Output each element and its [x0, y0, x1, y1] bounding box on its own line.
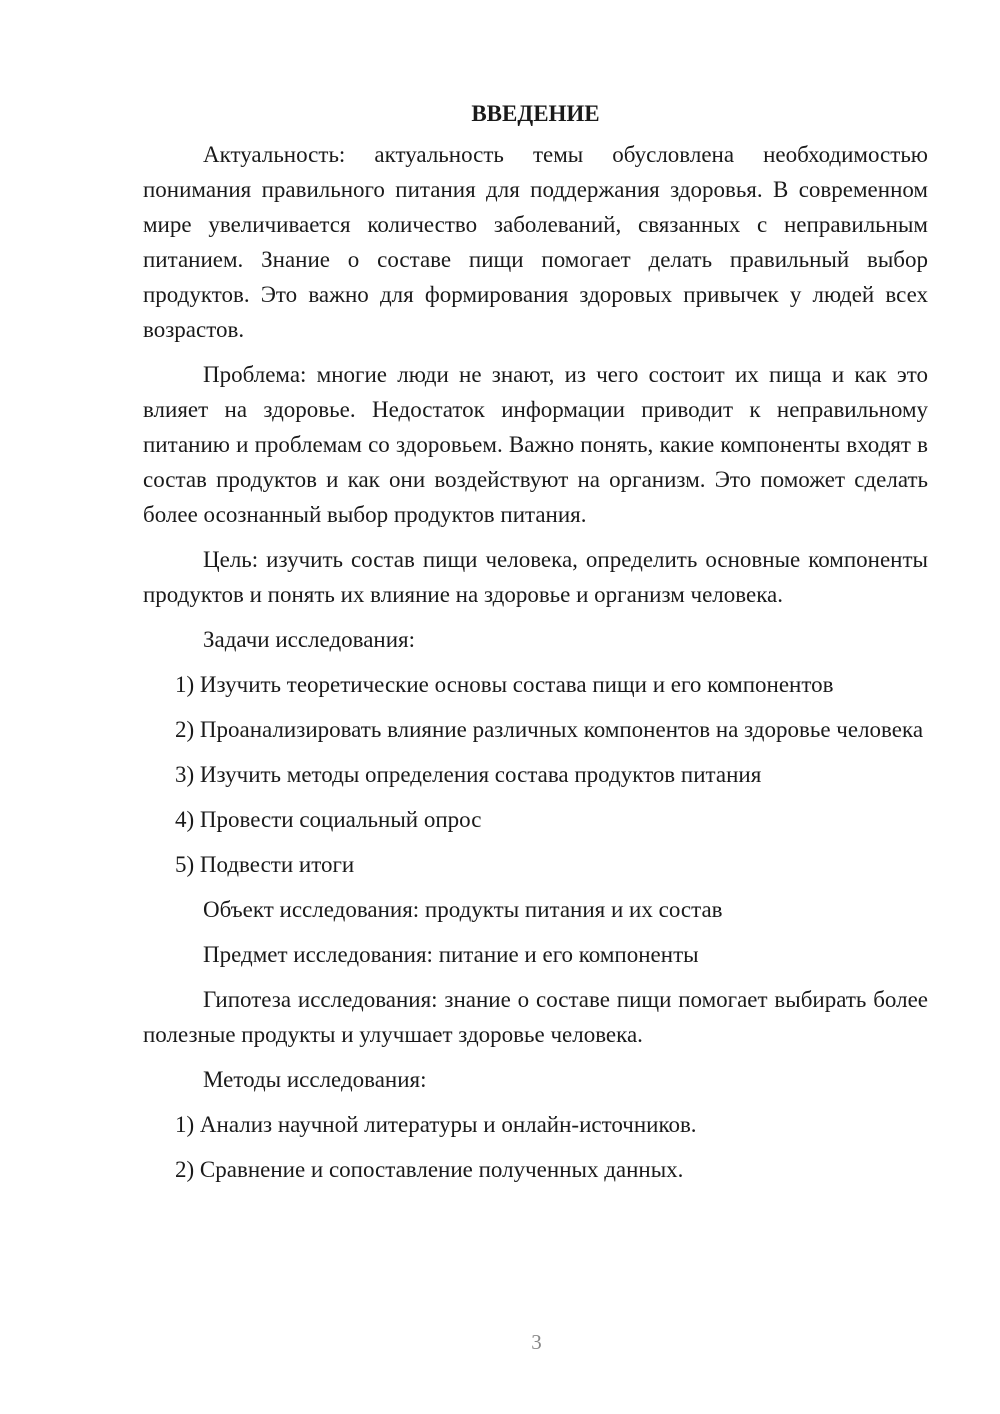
- task-item: 3) Изучить методы определения состава продуктов питания: [175, 762, 762, 787]
- method-item: 1) Анализ научной литературы и онлайн-источников.: [175, 1112, 697, 1137]
- hypothesis-paragraph: Гипотеза исследования: знание о составе пищи помогает выбирать более полезные продукты и улучшает здоровье человека.: [143, 987, 928, 1047]
- page-title: ВВЕДЕНИЕ: [471, 101, 600, 126]
- task-item: 5) Подвести итоги: [175, 852, 355, 877]
- tasks-heading: Задачи исследования:: [203, 627, 416, 652]
- object-paragraph: Объект исследования: продукты питания и их состав: [203, 897, 723, 922]
- method-item: 2) Сравнение и сопоставление полученных данных.: [175, 1157, 684, 1182]
- methods-heading: Методы исследования:: [203, 1067, 427, 1092]
- goal-paragraph: Цель: изучить состав пищи человека, определить основные компоненты продуктов и понять их влияние на здоровье и организм человека.: [143, 547, 928, 607]
- problem-paragraph: Проблема: многие люди не знают, из чего состоит их пища и как это влияет на здоровье. Недостаток информации приводит к неправильному питанию и проблемам со здоровьем. Важно понять, какие компоненты входят в состав продуктов и как они воздействуют на организм. Это поможет сделать более осознанный выбор продуктов питания.: [143, 362, 928, 527]
- task-item: 4) Провести социальный опрос: [175, 807, 482, 832]
- document-page: [143, 96, 928, 1197]
- subject-paragraph: Предмет исследования: питание и его компоненты: [203, 942, 699, 967]
- task-item: 2) Проанализировать влияние различных компонентов на здоровье человека: [175, 717, 924, 742]
- relevance-paragraph: Актуальность: актуальность темы обусловлена необходимостью понимания правильного питания для поддержания здоровья. В современном мире увеличивается количество заболеваний, связанных с неправильным питанием. Знание о составе пищи помогает делать правильный выбор продуктов. Это важно для формирования здоровых привычек у людей всех возрастов.: [143, 142, 928, 342]
- page-number: 3: [531, 1330, 542, 1354]
- task-item: 1) Изучить теоретические основы состава пищи и его компонентов: [175, 672, 834, 697]
